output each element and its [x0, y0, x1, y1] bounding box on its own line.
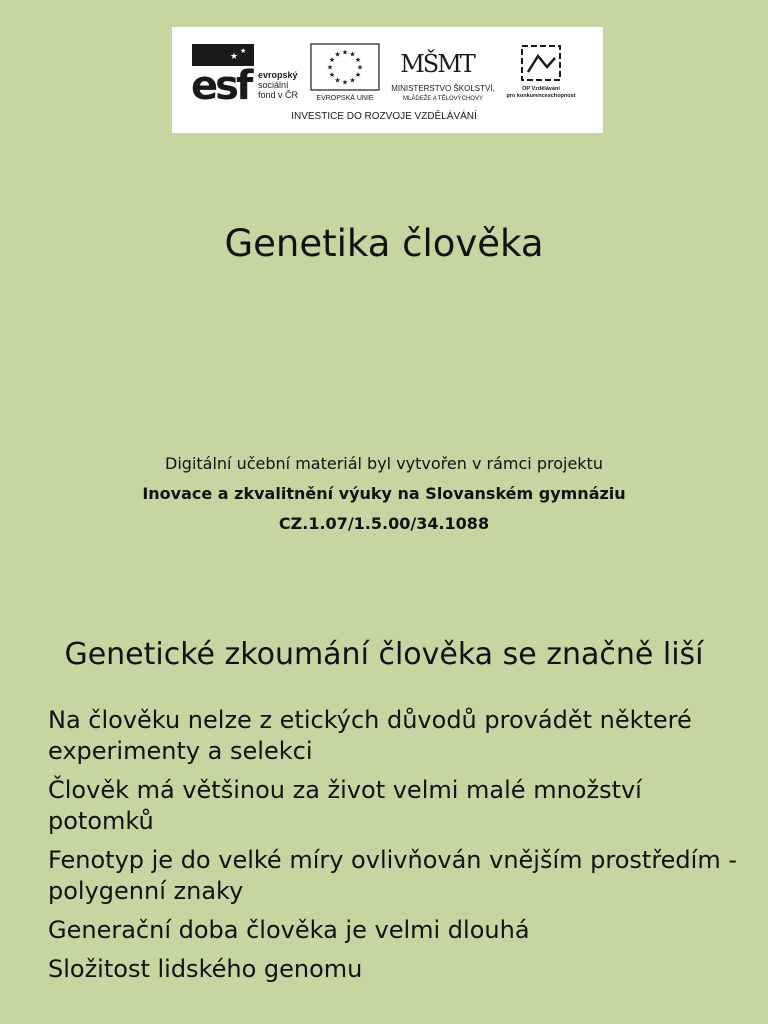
star-icon: ★ — [240, 47, 247, 55]
op-logo — [506, 46, 575, 99]
points-list — [48, 705, 748, 993]
msmt-mark: MŠMT — [400, 50, 474, 78]
esf-mark: esf — [191, 63, 251, 109]
star-icon: ★ — [341, 78, 349, 87]
eu-logo — [311, 44, 379, 102]
list-item: Složitost lidského genomu — [48, 955, 363, 983]
star-icon: ★ — [354, 71, 362, 79]
op-text-line: pro konkurenceschopnost — [506, 93, 576, 99]
star-icon: ★ — [230, 52, 239, 62]
project-name: Inovace a zkvalitnění výuky na Slovanském gymnáziu — [142, 484, 626, 503]
esf-logo — [191, 44, 299, 109]
star-icon: ★ — [334, 76, 341, 85]
op-arrow-icon — [528, 56, 555, 72]
list-item: Člověk má většinou za život velmi malé množství potomků — [48, 776, 642, 835]
star-icon: ★ — [341, 48, 349, 57]
esf-text-line: fond v ČR — [258, 90, 299, 100]
list-item: Na člověku nelze z etických důvodů provádět některé experimenty a selekci — [48, 706, 692, 765]
msmt-text-line: MLÁDEŽE A TĚLOVÝCHOVY — [403, 96, 483, 102]
esf-text-line: evropský — [258, 70, 298, 80]
msmt-logo — [391, 49, 495, 102]
project-info — [0, 452, 768, 542]
star-icon: ★ — [326, 63, 334, 72]
msmt-text-line: MINISTERSTVO ŠKOLSTVÍ, — [391, 84, 495, 93]
logos-graphic — [172, 27, 603, 133]
star-icon: ★ — [349, 76, 356, 85]
star-icon: ★ — [328, 56, 336, 64]
star-icon: ★ — [349, 50, 356, 59]
esf-text-line: sociální — [258, 80, 289, 90]
eu-caption: EVROPSKÁ UNIE — [316, 95, 374, 102]
op-text-line: OP Vzdělávání — [522, 86, 560, 92]
page-title: Genetika člověka — [224, 222, 544, 265]
list-item: Fenotyp je do velké míry ovlivňován vnějším prostředím - polygenní znaky — [48, 846, 738, 905]
op-frame-icon — [522, 46, 560, 80]
project-code: CZ.1.07/1.5.00/34.1088 — [278, 514, 490, 533]
star-icon: ★ — [334, 50, 341, 59]
logo-strip — [172, 27, 603, 133]
star-icon: ★ — [356, 63, 364, 72]
star-icon: ★ — [354, 56, 362, 64]
slogan: INVESTICE DO ROZVOJE VZDĚLÁVÁNÍ — [291, 111, 477, 122]
list-item: Generační doba člověka je velmi dlouhá — [48, 916, 530, 944]
project-intro: Digitální učební materiál byl vytvořen v rámci projektu — [165, 454, 603, 473]
star-icon: ★ — [328, 71, 336, 79]
section-heading: Genetické zkoumání člověka se značně liší — [64, 637, 704, 672]
